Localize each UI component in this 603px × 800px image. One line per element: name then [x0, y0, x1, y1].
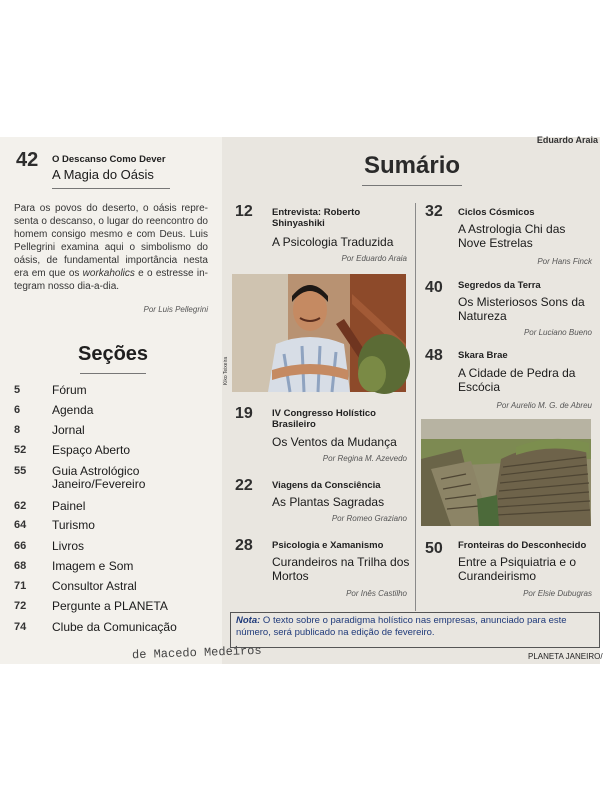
- feature-intro-text: Para os povos do deserto, o oásis repre-senta o descanso, o lugar do reencontro do homem consigo mesmo e com Deus. Luis Pellegrini examina aqui o simbolismo do oásis, de fundamental importância nesta era em que os: [14, 203, 208, 279]
- note-label: Nota:: [236, 615, 261, 626]
- note-text: O texto sobre o paradigma holístico nas empresas, anunciado para este número, será publicado na edição de fevereiro.: [236, 615, 567, 638]
- article-title: A Psicologia Traduzida: [272, 235, 394, 249]
- ruins-photo: [421, 419, 591, 526]
- article-page-number: 40: [425, 279, 443, 296]
- article-byline: Por Romeo Graziano: [331, 514, 407, 523]
- section-item: Agenda: [52, 403, 94, 417]
- article-page-number: 12: [235, 203, 253, 220]
- article-title: Curandeiros na Trilha dos Mortos: [272, 555, 410, 583]
- owner-stamp: de Macedo Medeiros: [131, 643, 262, 663]
- stone-ruins-image: [421, 419, 591, 526]
- article-title: A Cidade de Pedra da Escócia: [458, 366, 576, 394]
- article-page-number: 32: [425, 203, 443, 220]
- feature-page-number: 42: [16, 149, 39, 171]
- article-byline: Por Elsie Dubugras: [523, 589, 592, 598]
- section-item: Livros: [52, 539, 85, 553]
- article-kicker: Skara Brae: [458, 350, 508, 361]
- article-kicker: IV Congresso Holístico Brasileiro: [272, 408, 376, 430]
- interview-photo: [223, 274, 406, 392]
- section-item: Turismo: [52, 518, 95, 532]
- left-column: [0, 137, 222, 664]
- column-divider: [415, 203, 416, 611]
- article-byline: Por Hans Finck: [537, 257, 592, 266]
- feature-kicker: O Descanso Como Dever: [52, 154, 166, 165]
- article-kicker: Ciclos Cósmicos: [458, 207, 535, 218]
- article-kicker: Entrevista: Roberto Shinyashiki: [272, 207, 361, 229]
- summary-heading-rule: [362, 185, 462, 186]
- section-item: Fórum: [52, 383, 87, 397]
- article-byline: Por Eduardo Araia: [341, 254, 407, 263]
- section-item: Jornal: [52, 423, 85, 437]
- section-item: Espaço Aberto: [52, 443, 131, 457]
- article-kicker: Segredos da Terra: [458, 280, 541, 291]
- section-page: 5: [14, 384, 21, 396]
- article-title: Entre a Psiquiatria e o Curandeirismo: [458, 555, 577, 583]
- article-kicker: Viagens da Consciência: [272, 480, 381, 491]
- note-box: [230, 612, 600, 648]
- article-byline: Por Inês Castilho: [346, 589, 407, 598]
- section-page: 64: [14, 519, 27, 531]
- magazine-page: [0, 135, 603, 664]
- feature-intro-italic: workaholics: [82, 268, 135, 279]
- summary-heading: Sumário: [364, 152, 461, 179]
- section-page: 71: [14, 580, 27, 592]
- article-page-number: 48: [425, 347, 443, 364]
- section-page: 62: [14, 500, 27, 512]
- section-page: 52: [14, 444, 27, 456]
- right-column: [222, 135, 603, 664]
- sections-heading-rule: [80, 373, 146, 374]
- section-item: Consultor Astral: [52, 579, 137, 593]
- feature-title: A Magia do Oásis: [52, 167, 154, 182]
- section-page: 8: [14, 424, 21, 436]
- article-byline: Por Aurelio M. G. de Abreu: [496, 401, 592, 410]
- article-page-number: 28: [235, 537, 253, 554]
- section-page: 66: [14, 540, 27, 552]
- section-page: 68: [14, 560, 27, 572]
- feature-byline: Por Luis Pellegrini: [143, 305, 208, 314]
- article-byline: Por Regina M. Azevedo: [322, 454, 407, 463]
- section-page: 74: [14, 621, 27, 633]
- feature-title-rule: [52, 188, 170, 189]
- section-page: 72: [14, 600, 27, 612]
- section-item: Imagem e Som: [52, 559, 134, 573]
- article-kicker: Fronteiras do Desconhecido: [458, 540, 587, 551]
- article-title: Os Misteriosos Sons da Natureza: [458, 295, 585, 323]
- article-page-number: 50: [425, 540, 443, 557]
- article-kicker: Psicologia e Xamanismo: [272, 540, 384, 551]
- section-item: Painel: [52, 499, 86, 513]
- article-byline: Por Luciano Bueno: [523, 328, 592, 337]
- section-page: 6: [14, 404, 21, 416]
- section-item: Clube da Comunicação: [52, 620, 177, 634]
- article-page-number: 22: [235, 477, 253, 494]
- article-title: As Plantas Sagradas: [272, 495, 385, 509]
- header-author: Eduardo Araia: [536, 135, 598, 145]
- page-folio: PLANETA JANEIRO/: [528, 652, 603, 661]
- section-item: Guia Astrológico Janeiro/Fevereiro: [52, 464, 146, 491]
- article-page-number: 19: [235, 405, 253, 422]
- article-title: A Astrologia Chi das Nove Estrelas: [458, 222, 566, 250]
- section-item: Pergunte a PLANETA: [52, 599, 168, 613]
- portrait-image: [232, 274, 406, 392]
- feature-intro-text-end: e o estresse in-tegram nosso dia-a-dia.: [14, 268, 208, 292]
- article-title: Os Ventos da Mudança: [272, 435, 397, 449]
- section-page: 55: [14, 465, 27, 477]
- feature-intro: [14, 202, 208, 293]
- sections-heading: Seções: [78, 343, 149, 365]
- photo-credit: Kiko Teixeira: [223, 356, 230, 386]
